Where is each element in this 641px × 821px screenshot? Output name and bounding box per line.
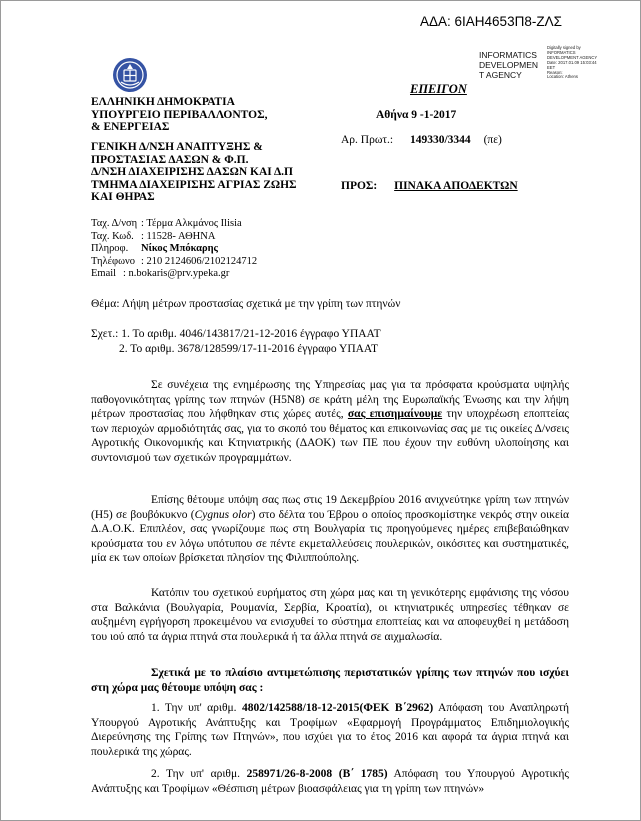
paragraph-1: Σε συνέχεια της ενημέρωσης της Υπηρεσίας μας για τα πρόσφατα κρούσματα υψηλής παθογονικότητας γρίπης των πτηνών (H5N8) σε κράτη μέλη της Ευρωπαϊκής Ένωσης και την λήψη μέτρων προστασίας που λήφθηκαν στις χώρες αυτές, σας επισημαίνουμε την υποχρέωση εποπτείας των περιοχών αρμοδιότητάς σας, για το σκοπό του θέματος και επικοινωνίας σας με τις οικείες Δ/νσεις Αγροτικής Οικονομικής και Κτηνιατρικής (ΔΑΟΚ) των ΠΕ που έχουν την ευθύνη υλοποίησης και συντονισμού των σχετικών προγραμμάτων. <box>91 379 569 464</box>
protocol-label: Αρ. Πρωτ.: <box>341 134 394 146</box>
directorate-header: ΓΕΝΙΚΗ Δ/ΝΣΗ ΑΝΑΠΤΥΞΗΣ & ΠΡΟΣΤΑΣΙΑΣ ΔΑΣΩΝ & Φ.Π. Δ/ΝΣΗ ΔΙΑΧΕΙΡΙΣΗΣ ΔΑΣΩΝ ΚΑΙ Δ.Π ΤΜΗΜΑ ΔΙΑΧΕΙΡΙΣΗΣ ΑΓΡΙΑΣ ΖΩΗΣ ΚΑΙ ΘΗΡΑΣ <box>91 141 297 203</box>
contact-block <box>91 218 257 281</box>
contact-address-row: Ταχ. Δ/νση : Τέρμα Αλκμάνος Ilisia <box>91 218 242 229</box>
recipients-row <box>341 180 518 192</box>
signature-org: INFORMATICS DEVELOPMEN T AGENCY <box>479 50 539 80</box>
contact-phone-row: Τηλέφωνο : 210 2124606/2102124712 <box>91 255 258 267</box>
digital-signature-details: Digitally signed by INFORMATICS DEVELOPMENT AGENCY Date: 2017.01.09 15:03:44 EET Reason: Location: Athens <box>547 45 598 80</box>
paragraph-6: 2. Την υπ' αριθμ. 258971/26-8-2008 (Β΄ 1785) Απόφαση του Υπουργού Αγροτικής Ανάπτυξης και Τροφίμων «Θέσπιση μέτρων βιοασφάλειας για τη γρίπη των πτηνών» <box>91 768 569 795</box>
ministry-header: ΕΛΛΗΝΙΚΗ ΔΗΜΟΚΡΑΤΙΑ ΥΠΟΥΡΓΕΙΟ ΠΕΡΙΒΑΛΛΟΝΤΟΣ, & ΕΝΕΡΓΕΙΑΣ <box>91 96 268 133</box>
subject-line: Θέμα: Λήψη μέτρων προστασίας σχετικά με την γρίπη των πτηνών <box>91 298 401 310</box>
recipients-value: ΠΙΝΑΚΑ ΑΠΟΔΕΚΤΩΝ <box>394 180 518 192</box>
protocol-suffix: (πε) <box>483 134 502 146</box>
related-document-2: 2. Το αριθμ. 3678/128599/17-11-2016 έγγραφο ΥΠΑΑΤ <box>119 343 379 355</box>
greek-republic-emblem-icon <box>113 58 147 92</box>
species-name: Cygnus olor <box>194 508 252 521</box>
contact-email-row: Email : n.bokaris@prv.ypeka.gr <box>91 268 230 279</box>
ada-code: ΑΔΑ: 6ΙΑΗ4653Π8-ΖΛΣ <box>420 14 562 29</box>
related-document-1: Σχετ.: 1. Το αριθμ. 4046/143817/21-12-2016 έγγραφο ΥΠΑΑΤ <box>91 328 381 340</box>
decision-reference-1: 4802/142588/18-12-2015(ΦΕΚ Β΄2962) <box>241 702 434 714</box>
paragraph-3: Κατόπιν του σχετικού ευρήματος στη χώρα μας και τη γενικότερης εμφάνισης της νόσου στα Βαλκάνια (Βουλγαρία, Ρουμανία, Σερβία, Κροατία), οι κτηνιατρικές υπηρεσίες τέθηκαν σε αυξημένη εγρήγορση προκειμένου να ενισχυθεί το σύστημα εποπτείας και να αποφευχθεί η μετάδοση του ιού από τα άγρια πτηνά στα πουλερικά ή τα άλλα πτηνά σε αιχμαλωσία. <box>91 587 569 643</box>
contact-info-row: Πληροφ. Νίκος Μπόκαρης <box>91 243 218 254</box>
urgent-label: ΕΠΕΙΓΟΝ <box>410 82 467 96</box>
paragraph-4: Σχετικά με το πλαίσιο αντιμετώπισης περιστατικών γρίπης των πτηνών που ισχύει στη χώρα μας θέτουμε υπόψη σας : <box>91 667 569 694</box>
protocol-number-row <box>341 134 502 146</box>
recipients-label: ΠΡΟΣ: <box>341 180 378 192</box>
paragraph-2: Επίσης θέτουμε υπόψη σας πως στις 19 Δεκεμβρίου 2016 ανιχνεύτηκε γρίπη των πτηνών (Η5) σε βουβόκυκνο (Cygnus olor) στο δέλτα του Έβρου ο οποίος προσκομίστηκε νεκρός στην οικεία Δ.Α.Ο.Κ. Επιπλέον, σας γνωρίζουμε πως στη Βουλγαρία τις προηγούμενες ημέρες επιβεβαιώθηκαν κρούσματα του εν λόγω υπότυπου σε πέντε εκμεταλλεύσεις πουλερικών, οικόσιτες και συστηματικές, μία εκ των οποίων βρίσκεται πλησίον της Φιλιππούπολης. <box>91 494 570 564</box>
document-date: Αθήνα 9 -1-2017 <box>376 109 457 121</box>
protocol-number: 149330/3344 <box>409 134 471 146</box>
decision-reference-2: 258971/26-8-2008 (Β΄ 1785) <box>246 768 388 780</box>
emphasis-text: σας επισημαίνουμε <box>347 408 443 420</box>
paragraph-5: 1. Την υπ' αριθμ. 4802/142588/18-12-2015(ΦΕΚ Β΄2962) Απόφαση του Αναπληρωτή Υπουργού Αγροτικής Ανάπτυξης και Τροφίμων «Εφαρμογή Προγράμματος Επιδημιολογικής Διερεύνησης της Γρίπης των Πτηνών», που ισχύει για το έτος 2016 και αφορά τα άγρια πτηνά και πουλερικά της χώρας. <box>91 702 569 758</box>
contact-postcode-row: Ταχ. Κωδ. : 11528- ΑΘΗΝΑ <box>91 230 216 242</box>
